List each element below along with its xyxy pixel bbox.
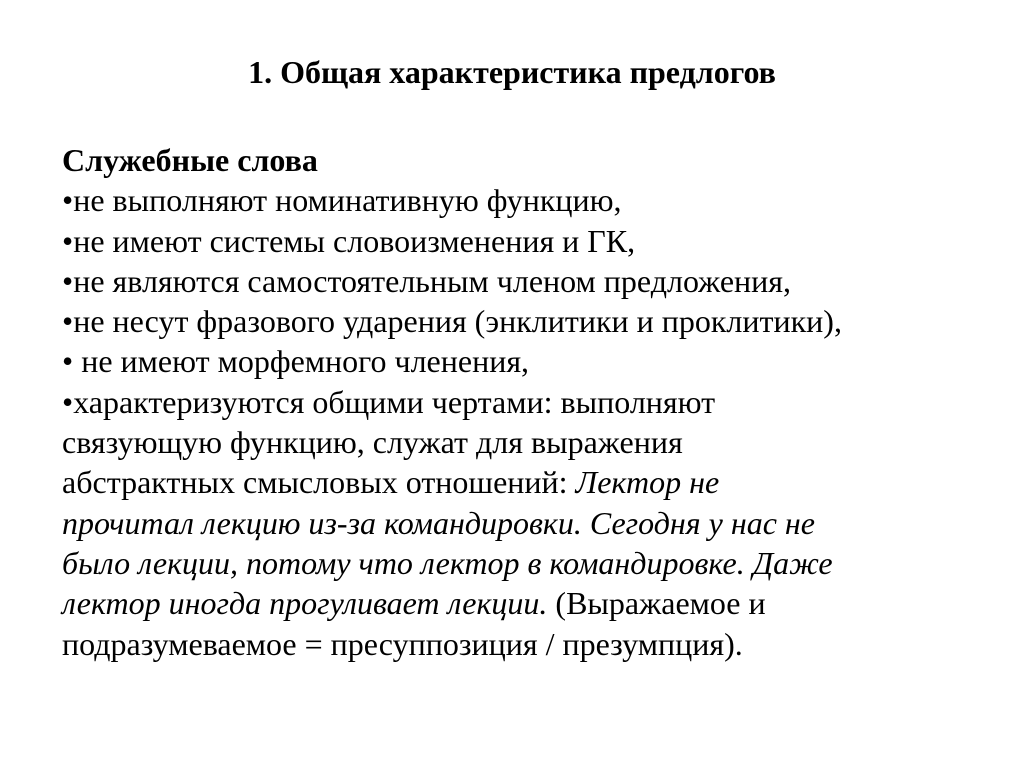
example-text: Лектор не xyxy=(575,464,720,501)
bullet-text-line: подразумеваемое = пресуппозиция / презумпция). xyxy=(62,625,743,662)
bullet-text-line xyxy=(62,583,972,623)
bullet-text-line xyxy=(62,462,972,502)
bullet-item: •не имеют системы словоизменения и ГК, xyxy=(62,222,636,259)
bullet-item-with-examples xyxy=(62,382,972,664)
slide-body xyxy=(62,140,972,664)
bullet-item: •не несут фразового ударения (энклитики и проклитики), xyxy=(62,303,842,340)
bullet-item: •не выполняют номинативную функцию, xyxy=(62,182,622,219)
page-title: 1. Общая характеристика предлогов xyxy=(248,54,776,90)
example-text: прочитал лекцию из-за командировки. Сегодня у нас не xyxy=(62,504,815,541)
plain-text: (Выражаемое и xyxy=(547,585,766,622)
plain-text: абстрактных смысловых отношений: xyxy=(62,464,576,501)
example-text: лектор иногда прогуливает лекции. xyxy=(62,585,548,622)
subtitle: Служебные слова xyxy=(62,142,318,178)
bullet-item: • не имеют морфемного членения, xyxy=(62,343,530,380)
example-text: было лекции, потому что лектор в командировке. Даже xyxy=(62,544,833,581)
bullet-item: •не являются самостоятельным членом предложения, xyxy=(62,262,791,299)
bullet-text-line: •характеризуются общими чертами: выполняют xyxy=(62,383,716,420)
bullet-text-line: связующую функцию, служат для выражения xyxy=(62,424,683,461)
